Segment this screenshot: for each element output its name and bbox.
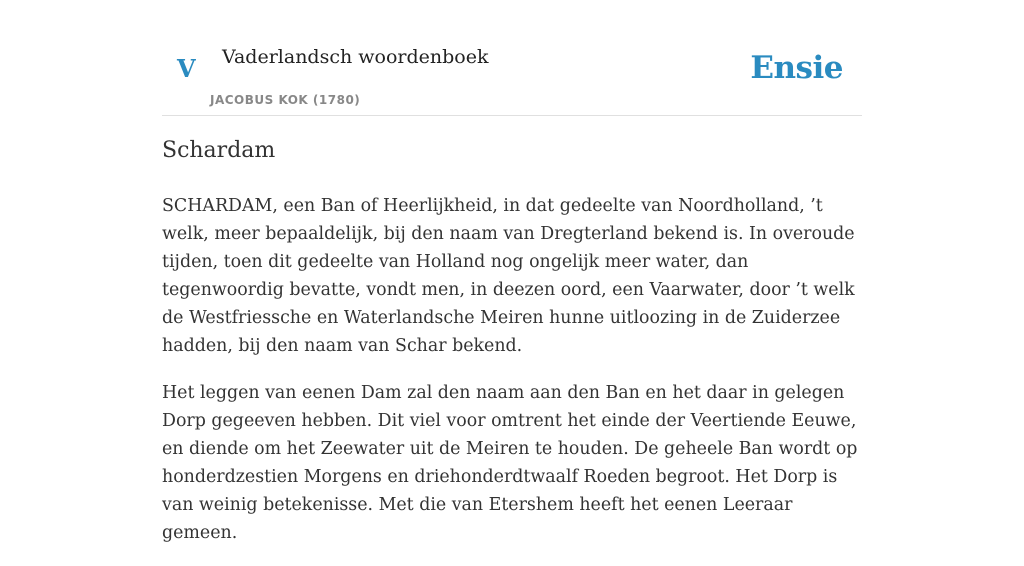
entry-title: Schardam	[162, 138, 276, 163]
entry-paragraph: SCHARDAM, een Ban of Heerlijkheid, in dat gedeelte van Noordholland, ’t welk, meer bepaaldelijk, bij den naam van Dregterland bekend is. In overoude tijden, toen dit gedeelte van Holland nog ongelijk meer water, dan tegenwoordig bevatte, vondt men, in deezen oord, een Vaarwater, door ’t welk de Westfriessche en Waterlandsche Meiren hunne uitloozing in de Zuiderzee hadden, bij den naam van Schar bekend.	[162, 196, 855, 356]
book-header	[162, 30, 862, 116]
book-title-link[interactable]: Vaderlandsch woordenboek	[222, 46, 489, 68]
ensie-logo[interactable]: Ensie	[750, 50, 843, 86]
book-author: JACOBUS KOK (1780)	[210, 93, 361, 107]
entry-paragraph: Het leggen van eenen Dam zal den naam aan den Ban en het daar in gelegen Dorp gegeeven hebben. Dit viel voor omtrent het einde der Veertiende Eeuwe, en diende om het Zeewater uit de Meiren te houden. De geheele Ban wordt op honderdzestien Morgens en driehonderdtwaalf Roeden begroot. Het Dorp is van weinig betekenisse. Met die van Etershem heeft het eenen Leeraar gemeen.	[162, 383, 858, 543]
book-letter-icon[interactable]: V	[177, 54, 196, 83]
entry-body	[162, 192, 864, 566]
